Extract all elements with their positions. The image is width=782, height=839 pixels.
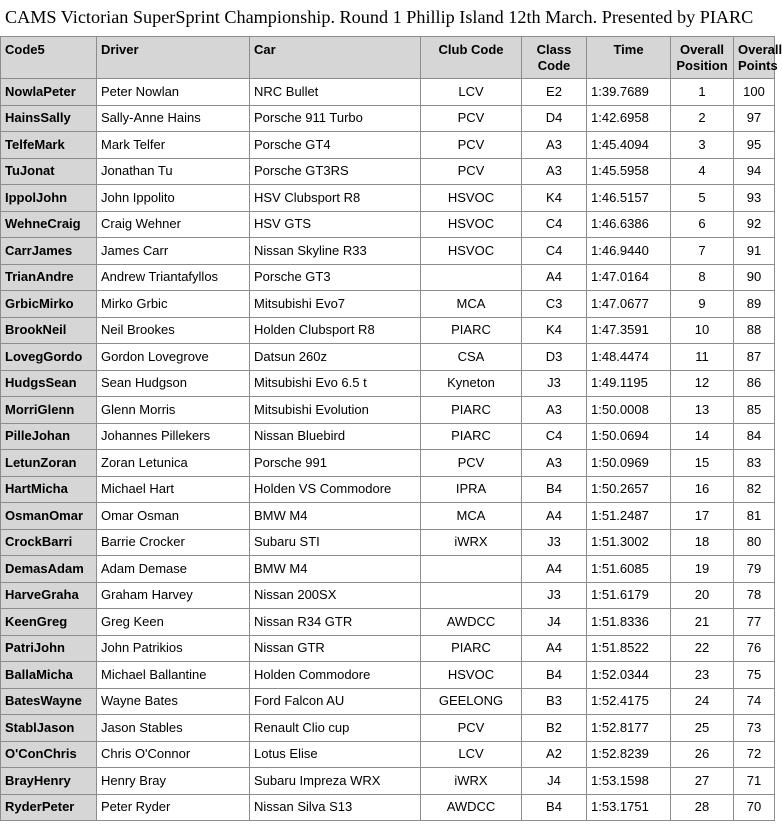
cell-time: 1:45.4094	[587, 132, 671, 159]
cell-car: Subaru Impreza WRX	[250, 768, 421, 795]
cell-overall-position: 25	[671, 715, 734, 742]
cell-code5: IppolJohn	[1, 185, 97, 212]
cell-club-code: HSVOC	[421, 662, 522, 689]
cell-driver: James Carr	[97, 238, 250, 265]
cell-driver: Sean Hudgson	[97, 370, 250, 397]
cell-overall-position: 27	[671, 768, 734, 795]
cell-time: 1:47.3591	[587, 317, 671, 344]
header-overall-position: Overall Position	[671, 37, 734, 79]
cell-overall-points: 74	[734, 688, 775, 715]
table-row	[1, 635, 775, 662]
table-row	[1, 662, 775, 689]
cell-code5: HartMicha	[1, 476, 97, 503]
header-code5: Code5	[1, 37, 97, 79]
cell-code5: RyderPeter	[1, 794, 97, 821]
cell-time: 1:46.5157	[587, 185, 671, 212]
table-row	[1, 529, 775, 556]
cell-code5: BallaMicha	[1, 662, 97, 689]
cell-overall-points: 89	[734, 291, 775, 318]
cell-car: Subaru STI	[250, 529, 421, 556]
cell-club-code: PCV	[421, 105, 522, 132]
cell-car: Nissan Skyline R33	[250, 238, 421, 265]
cell-driver: Johannes Pillekers	[97, 423, 250, 450]
cell-club-code: iWRX	[421, 768, 522, 795]
cell-driver: Zoran Letunica	[97, 450, 250, 477]
cell-overall-position: 15	[671, 450, 734, 477]
cell-car: Renault Clio cup	[250, 715, 421, 742]
cell-overall-position: 20	[671, 582, 734, 609]
cell-overall-points: 93	[734, 185, 775, 212]
cell-overall-position: 4	[671, 158, 734, 185]
cell-overall-position: 9	[671, 291, 734, 318]
cell-code5: CrockBarri	[1, 529, 97, 556]
table-row	[1, 291, 775, 318]
cell-code5: O'ConChris	[1, 741, 97, 768]
cell-driver: Chris O'Connor	[97, 741, 250, 768]
cell-code5: TelfeMark	[1, 132, 97, 159]
cell-club-code: Kyneton	[421, 370, 522, 397]
cell-overall-position: 7	[671, 238, 734, 265]
cell-class-code: B4	[522, 794, 587, 821]
cell-club-code: PCV	[421, 450, 522, 477]
cell-club-code: MCA	[421, 291, 522, 318]
cell-overall-points: 70	[734, 794, 775, 821]
cell-club-code: PCV	[421, 158, 522, 185]
cell-overall-position: 3	[671, 132, 734, 159]
cell-class-code: D4	[522, 105, 587, 132]
cell-overall-position: 21	[671, 609, 734, 636]
cell-driver: John Ippolito	[97, 185, 250, 212]
table-row	[1, 185, 775, 212]
cell-car: BMW M4	[250, 503, 421, 530]
cell-club-code: LCV	[421, 79, 522, 106]
cell-driver: Mirko Grbic	[97, 291, 250, 318]
cell-code5: KeenGreg	[1, 609, 97, 636]
cell-class-code: J3	[522, 370, 587, 397]
header-driver: Driver	[97, 37, 250, 79]
cell-time: 1:47.0164	[587, 264, 671, 291]
table-row	[1, 556, 775, 583]
cell-club-code: MCA	[421, 503, 522, 530]
table-row	[1, 211, 775, 238]
cell-class-code: B4	[522, 662, 587, 689]
cell-code5: NowlaPeter	[1, 79, 97, 106]
cell-code5: BatesWayne	[1, 688, 97, 715]
cell-class-code: A3	[522, 158, 587, 185]
cell-class-code: A3	[522, 450, 587, 477]
cell-driver: Craig Wehner	[97, 211, 250, 238]
table-header	[1, 37, 782, 79]
cell-overall-points: 76	[734, 635, 775, 662]
table-row	[1, 423, 775, 450]
cell-car: Porsche GT4	[250, 132, 421, 159]
cell-class-code: B3	[522, 688, 587, 715]
cell-club-code	[421, 582, 522, 609]
cell-class-code: A4	[522, 635, 587, 662]
cell-overall-points: 73	[734, 715, 775, 742]
cell-code5: TrianAndre	[1, 264, 97, 291]
cell-code5: LovegGordo	[1, 344, 97, 371]
cell-overall-points: 91	[734, 238, 775, 265]
cell-overall-points: 88	[734, 317, 775, 344]
cell-overall-points: 92	[734, 211, 775, 238]
table-row	[1, 344, 775, 371]
cell-car: Porsche GT3	[250, 264, 421, 291]
cell-class-code: C4	[522, 238, 587, 265]
cell-club-code: iWRX	[421, 529, 522, 556]
cell-driver: Jonathan Tu	[97, 158, 250, 185]
header-car: Car	[250, 37, 421, 79]
cell-overall-position: 12	[671, 370, 734, 397]
cell-club-code: LCV	[421, 741, 522, 768]
cell-code5: OsmanOmar	[1, 503, 97, 530]
table-row	[1, 238, 775, 265]
cell-overall-position: 18	[671, 529, 734, 556]
cell-overall-points: 72	[734, 741, 775, 768]
cell-overall-points: 87	[734, 344, 775, 371]
cell-car: Mitsubishi Evo 6.5 t	[250, 370, 421, 397]
cell-overall-position: 6	[671, 211, 734, 238]
cell-code5: LetunZoran	[1, 450, 97, 477]
cell-overall-points: 81	[734, 503, 775, 530]
cell-overall-position: 10	[671, 317, 734, 344]
cell-club-code: AWDCC	[421, 794, 522, 821]
cell-driver: Sally-Anne Hains	[97, 105, 250, 132]
header-class-code: Class Code	[522, 37, 587, 79]
cell-overall-points: 77	[734, 609, 775, 636]
cell-car: Nissan GTR	[250, 635, 421, 662]
cell-overall-position: 28	[671, 794, 734, 821]
cell-overall-points: 100	[734, 79, 775, 106]
cell-car: Nissan R34 GTR	[250, 609, 421, 636]
cell-overall-position: 24	[671, 688, 734, 715]
cell-overall-points: 79	[734, 556, 775, 583]
cell-time: 1:50.0008	[587, 397, 671, 424]
cell-code5: StablJason	[1, 715, 97, 742]
header-club-code: Club Code	[421, 37, 522, 79]
table-row	[1, 79, 775, 106]
cell-driver: Mark Telfer	[97, 132, 250, 159]
cell-car: NRC Bullet	[250, 79, 421, 106]
cell-club-code: PIARC	[421, 317, 522, 344]
cell-car: Holden Commodore	[250, 662, 421, 689]
cell-overall-points: 83	[734, 450, 775, 477]
cell-class-code: A4	[522, 264, 587, 291]
cell-club-code: PCV	[421, 715, 522, 742]
cell-overall-points: 85	[734, 397, 775, 424]
cell-club-code: PCV	[421, 132, 522, 159]
cell-code5: HarveGraha	[1, 582, 97, 609]
cell-driver: Henry Bray	[97, 768, 250, 795]
cell-code5: GrbicMirko	[1, 291, 97, 318]
cell-driver: Glenn Morris	[97, 397, 250, 424]
cell-overall-position: 16	[671, 476, 734, 503]
cell-code5: HudgsSean	[1, 370, 97, 397]
cell-driver: Adam Demase	[97, 556, 250, 583]
cell-class-code: A3	[522, 132, 587, 159]
cell-car: Nissan Bluebird	[250, 423, 421, 450]
cell-overall-position: 2	[671, 105, 734, 132]
cell-overall-points: 86	[734, 370, 775, 397]
cell-overall-points: 71	[734, 768, 775, 795]
cell-class-code: A2	[522, 741, 587, 768]
cell-overall-position: 14	[671, 423, 734, 450]
cell-time: 1:50.2657	[587, 476, 671, 503]
cell-code5: MorriGlenn	[1, 397, 97, 424]
cell-time: 1:50.0694	[587, 423, 671, 450]
cell-driver: Peter Nowlan	[97, 79, 250, 106]
cell-overall-position: 22	[671, 635, 734, 662]
cell-time: 1:53.1598	[587, 768, 671, 795]
cell-time: 1:50.0969	[587, 450, 671, 477]
cell-driver: Graham Harvey	[97, 582, 250, 609]
table-row	[1, 397, 775, 424]
cell-code5: BrookNeil	[1, 317, 97, 344]
cell-overall-points: 75	[734, 662, 775, 689]
cell-overall-points: 95	[734, 132, 775, 159]
cell-code5: PilleJohan	[1, 423, 97, 450]
cell-overall-position: 17	[671, 503, 734, 530]
cell-club-code	[421, 264, 522, 291]
cell-class-code: D3	[522, 344, 587, 371]
cell-code5: WehneCraig	[1, 211, 97, 238]
cell-time: 1:53.1751	[587, 794, 671, 821]
cell-code5: PatriJohn	[1, 635, 97, 662]
cell-class-code: C4	[522, 423, 587, 450]
cell-driver: Michael Ballantine	[97, 662, 250, 689]
cell-code5: DemasAdam	[1, 556, 97, 583]
cell-overall-points: 78	[734, 582, 775, 609]
cell-car: Holden Clubsport R8	[250, 317, 421, 344]
cell-car: Holden VS Commodore	[250, 476, 421, 503]
cell-class-code: A4	[522, 556, 587, 583]
table-row	[1, 450, 775, 477]
cell-time: 1:51.6085	[587, 556, 671, 583]
cell-car: Porsche 991	[250, 450, 421, 477]
cell-overall-points: 82	[734, 476, 775, 503]
cell-driver: Greg Keen	[97, 609, 250, 636]
cell-overall-position: 13	[671, 397, 734, 424]
cell-club-code: PIARC	[421, 423, 522, 450]
cell-car: Nissan 200SX	[250, 582, 421, 609]
cell-overall-points: 97	[734, 105, 775, 132]
cell-overall-position: 26	[671, 741, 734, 768]
header-overall-points: Overall Points	[734, 37, 775, 79]
cell-code5: CarrJames	[1, 238, 97, 265]
cell-car: Nissan Silva S13	[250, 794, 421, 821]
cell-overall-points: 80	[734, 529, 775, 556]
cell-club-code: HSVOC	[421, 185, 522, 212]
cell-time: 1:49.1195	[587, 370, 671, 397]
cell-time: 1:42.6958	[587, 105, 671, 132]
cell-car: Ford Falcon AU	[250, 688, 421, 715]
cell-club-code: GEELONG	[421, 688, 522, 715]
cell-overall-points: 84	[734, 423, 775, 450]
cell-class-code: C3	[522, 291, 587, 318]
cell-club-code: HSVOC	[421, 211, 522, 238]
cell-class-code: C4	[522, 211, 587, 238]
cell-car: Lotus Elise	[250, 741, 421, 768]
cell-class-code: J3	[522, 529, 587, 556]
cell-car: Mitsubishi Evo7	[250, 291, 421, 318]
table-row	[1, 503, 775, 530]
cell-time: 1:51.8336	[587, 609, 671, 636]
table-row	[1, 105, 775, 132]
cell-class-code: E2	[522, 79, 587, 106]
table-row	[1, 609, 775, 636]
cell-club-code: IPRA	[421, 476, 522, 503]
table-row	[1, 768, 775, 795]
cell-car: Mitsubishi Evolution	[250, 397, 421, 424]
cell-overall-position: 19	[671, 556, 734, 583]
cell-car: BMW M4	[250, 556, 421, 583]
cell-club-code: PIARC	[421, 397, 522, 424]
table-body	[1, 79, 775, 821]
cell-class-code: J4	[522, 768, 587, 795]
cell-class-code: K4	[522, 317, 587, 344]
cell-time: 1:52.4175	[587, 688, 671, 715]
cell-car: HSV GTS	[250, 211, 421, 238]
cell-time: 1:51.2487	[587, 503, 671, 530]
cell-time: 1:52.0344	[587, 662, 671, 689]
table-row	[1, 794, 775, 821]
cell-club-code: HSVOC	[421, 238, 522, 265]
cell-overall-points: 94	[734, 158, 775, 185]
page-title: CAMS Victorian SuperSprint Championship. Round 1 Phillip Island 12th March. Presented by PIARC	[5, 7, 754, 27]
table-row	[1, 741, 775, 768]
cell-time: 1:39.7689	[587, 79, 671, 106]
table-row	[1, 715, 775, 742]
cell-driver: Gordon Lovegrove	[97, 344, 250, 371]
cell-code5: HainsSally	[1, 105, 97, 132]
cell-time: 1:47.0677	[587, 291, 671, 318]
cell-driver: Omar Osman	[97, 503, 250, 530]
cell-car: Porsche 911 Turbo	[250, 105, 421, 132]
table-row	[1, 132, 775, 159]
cell-driver: Michael Hart	[97, 476, 250, 503]
cell-overall-position: 1	[671, 79, 734, 106]
cell-driver: Andrew Triantafyllos	[97, 264, 250, 291]
cell-class-code: K4	[522, 185, 587, 212]
table-row	[1, 476, 775, 503]
header-time: Time	[587, 37, 671, 79]
cell-overall-position: 8	[671, 264, 734, 291]
table-row	[1, 370, 775, 397]
cell-overall-position: 5	[671, 185, 734, 212]
table-row	[1, 582, 775, 609]
cell-time: 1:51.8522	[587, 635, 671, 662]
table-row	[1, 317, 775, 344]
cell-time: 1:51.6179	[587, 582, 671, 609]
cell-driver: Barrie Crocker	[97, 529, 250, 556]
cell-time: 1:48.4474	[587, 344, 671, 371]
table-row	[1, 158, 775, 185]
cell-club-code: PIARC	[421, 635, 522, 662]
cell-driver: Wayne Bates	[97, 688, 250, 715]
table-row	[1, 264, 775, 291]
cell-car: Datsun 260z	[250, 344, 421, 371]
cell-driver: John Patrikios	[97, 635, 250, 662]
cell-class-code: J4	[522, 609, 587, 636]
cell-driver: Neil Brookes	[97, 317, 250, 344]
cell-driver: Jason Stables	[97, 715, 250, 742]
results-table	[0, 36, 782, 821]
cell-overall-position: 23	[671, 662, 734, 689]
cell-time: 1:45.5958	[587, 158, 671, 185]
cell-class-code: J3	[522, 582, 587, 609]
cell-class-code: B4	[522, 476, 587, 503]
cell-car: Porsche GT3RS	[250, 158, 421, 185]
cell-time: 1:51.3002	[587, 529, 671, 556]
cell-class-code: A3	[522, 397, 587, 424]
cell-class-code: A4	[522, 503, 587, 530]
cell-club-code: AWDCC	[421, 609, 522, 636]
cell-time: 1:46.6386	[587, 211, 671, 238]
cell-time: 1:52.8177	[587, 715, 671, 742]
cell-club-code	[421, 556, 522, 583]
cell-car: HSV Clubsport R8	[250, 185, 421, 212]
cell-code5: TuJonat	[1, 158, 97, 185]
cell-club-code: CSA	[421, 344, 522, 371]
cell-overall-points: 90	[734, 264, 775, 291]
cell-time: 1:46.9440	[587, 238, 671, 265]
table-row	[1, 688, 775, 715]
cell-driver: Peter Ryder	[97, 794, 250, 821]
cell-time: 1:52.8239	[587, 741, 671, 768]
cell-overall-position: 11	[671, 344, 734, 371]
cell-code5: BrayHenry	[1, 768, 97, 795]
cell-class-code: B2	[522, 715, 587, 742]
